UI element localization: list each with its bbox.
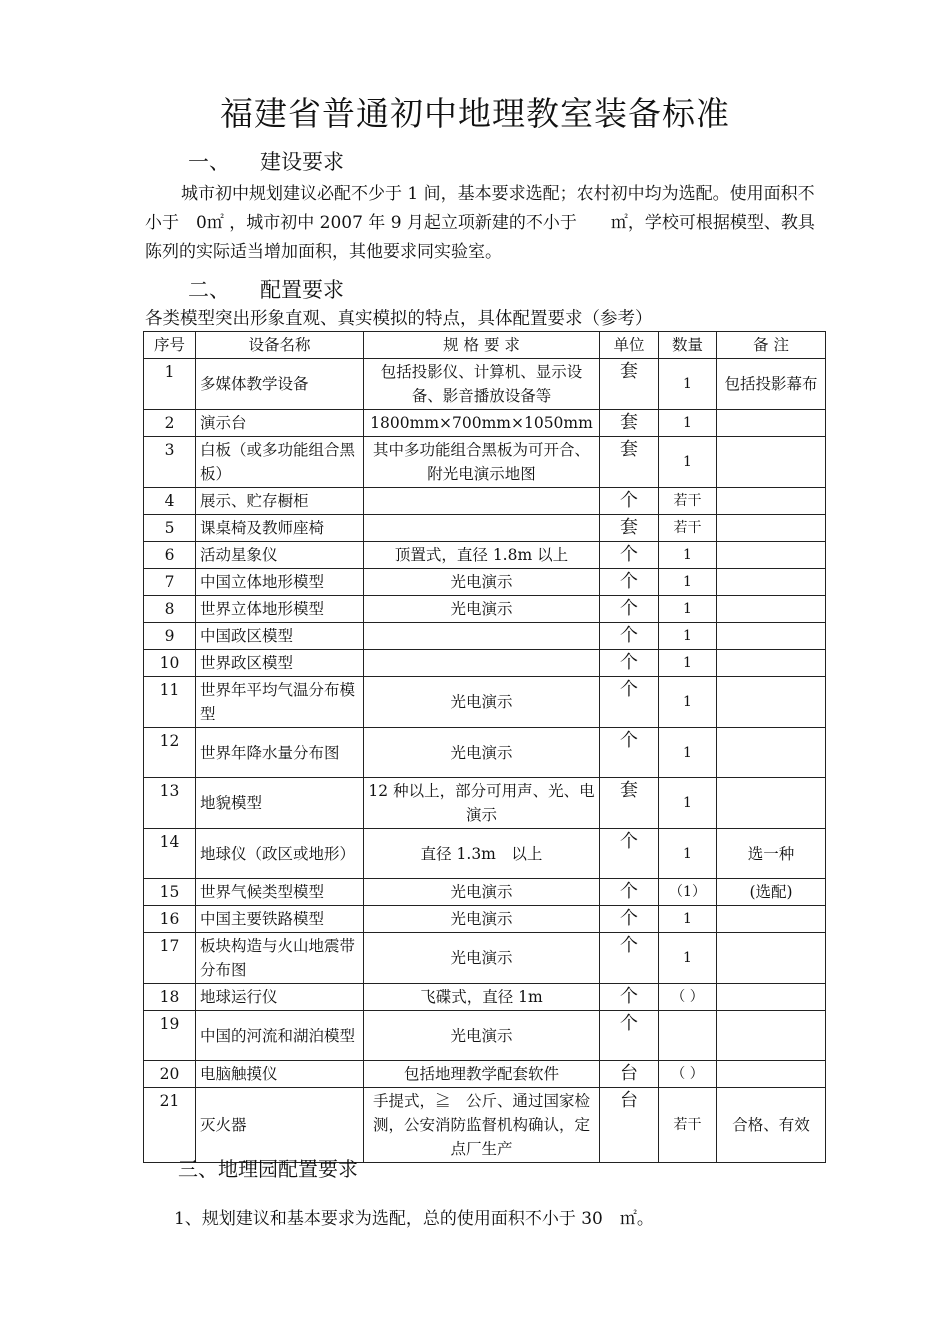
cell-qty: （ ） <box>659 984 717 1011</box>
cell-name: 世界政区模型 <box>196 650 364 677</box>
cell-index: 1 <box>144 359 196 410</box>
cell-note <box>717 542 826 569</box>
cell-unit: 个 <box>600 906 659 933</box>
cell-name: 世界年平均气温分布模型 <box>196 677 364 728</box>
cell-note <box>717 984 826 1011</box>
cell-name: 中国的河流和湖泊模型 <box>196 1011 364 1061</box>
page-title: 福建省普通初中地理教室装备标准 <box>220 94 730 133</box>
cell-spec: 直径 1.3m 以上 <box>364 829 600 879</box>
table-row <box>144 359 826 410</box>
cell-unit: 套 <box>600 437 659 488</box>
cell-qty: 1 <box>659 933 717 984</box>
section-number: 二、 <box>188 278 230 302</box>
header-name: 设备名称 <box>196 332 364 359</box>
header-qty: 数量 <box>659 332 717 359</box>
cell-spec <box>364 488 600 515</box>
cell-index: 15 <box>144 879 196 906</box>
cell-name: 世界年降水量分布图 <box>196 728 364 778</box>
cell-spec <box>364 623 600 650</box>
cell-index: 17 <box>144 933 196 984</box>
cell-qty: 1 <box>659 437 717 488</box>
cell-unit: 个 <box>600 650 659 677</box>
cell-qty: （1） <box>659 879 717 906</box>
table-row <box>144 569 826 596</box>
cell-qty: 1 <box>659 410 717 437</box>
cell-note: 包括投影幕布 <box>717 359 826 410</box>
cell-index: 19 <box>144 1011 196 1061</box>
table-body <box>144 359 826 1163</box>
cell-index: 16 <box>144 906 196 933</box>
cell-spec: 1800mm×700mm×1050mm <box>364 410 600 437</box>
cell-qty: （ ） <box>659 1061 717 1088</box>
table-row <box>144 596 826 623</box>
cell-qty: 1 <box>659 650 717 677</box>
cell-spec: 飞碟式，直径 1m <box>364 984 600 1011</box>
cell-note <box>717 569 826 596</box>
cell-unit: 套 <box>600 410 659 437</box>
cell-unit: 台 <box>600 1088 659 1163</box>
cell-name: 地貌模型 <box>196 778 364 829</box>
table-row <box>144 410 826 437</box>
cell-spec: 顶置式，直径 1.8m 以上 <box>364 542 600 569</box>
cell-qty: 1 <box>659 359 717 410</box>
cell-name: 中国政区模型 <box>196 623 364 650</box>
cell-name: 中国立体地形模型 <box>196 569 364 596</box>
equipment-table <box>143 331 826 1163</box>
cell-spec: 手提式，≧ 公斤、通过国家检测，公安消防监督机构确认，定点厂生产 <box>364 1088 600 1163</box>
cell-unit: 套 <box>600 515 659 542</box>
cell-name: 地球仪（政区或地形） <box>196 829 364 879</box>
table-row <box>144 515 826 542</box>
table-row <box>144 778 826 829</box>
section-title: 建设要求 <box>260 150 344 174</box>
cell-qty: 若干 <box>659 1088 717 1163</box>
cell-index: 21 <box>144 1088 196 1163</box>
cell-unit: 个 <box>600 542 659 569</box>
table-row <box>144 650 826 677</box>
table-header-row <box>144 332 826 359</box>
cell-name: 课桌椅及教师座椅 <box>196 515 364 542</box>
cell-spec <box>364 515 600 542</box>
cell-qty: 1 <box>659 906 717 933</box>
table-row <box>144 677 826 728</box>
cell-unit: 套 <box>600 359 659 410</box>
table-row <box>144 437 826 488</box>
cell-unit: 套 <box>600 778 659 829</box>
cell-note: 合格、有效 <box>717 1088 826 1163</box>
cell-qty: 1 <box>659 728 717 778</box>
cell-spec: 光电演示 <box>364 728 600 778</box>
table-row <box>144 1011 826 1061</box>
cell-index: 12 <box>144 728 196 778</box>
section-heading-3: 三、地理园配置要求 <box>178 1157 358 1181</box>
cell-qty: 若干 <box>659 515 717 542</box>
cell-name: 电脑触摸仪 <box>196 1061 364 1088</box>
cell-index: 18 <box>144 984 196 1011</box>
paragraph-construction: 城市初中规划建议必配不少于 1 间，基本要求选配；农村初中均为选配。使用面积不小于 0㎡ ，城市初中 2007 年 9 月起立项新建的不小于 ㎡，学校可根据模型、教具陈列的实际适当增加面积，其他要求同实验室。 <box>145 184 815 262</box>
table-row <box>144 906 826 933</box>
cell-unit: 个 <box>600 1011 659 1061</box>
cell-note <box>717 515 826 542</box>
cell-unit: 个 <box>600 569 659 596</box>
table-row <box>144 1088 826 1163</box>
cell-unit: 个 <box>600 728 659 778</box>
cell-unit: 台 <box>600 1061 659 1088</box>
header-unit: 单位 <box>600 332 659 359</box>
table-row <box>144 984 826 1011</box>
cell-qty <box>659 1011 717 1061</box>
table-row <box>144 879 826 906</box>
cell-note <box>717 437 826 488</box>
cell-unit: 个 <box>600 879 659 906</box>
cell-note <box>717 1061 826 1088</box>
cell-note <box>717 933 826 984</box>
section-number: 一、 <box>188 150 230 174</box>
cell-unit: 个 <box>600 984 659 1011</box>
cell-qty: 若干 <box>659 488 717 515</box>
cell-index: 4 <box>144 488 196 515</box>
cell-spec: 其中多功能组合黑板为可开合、附光电演示地图 <box>364 437 600 488</box>
cell-note <box>717 488 826 515</box>
cell-note: 选一种 <box>717 829 826 879</box>
cell-index: 14 <box>144 829 196 879</box>
cell-spec: 光电演示 <box>364 596 600 623</box>
table-row <box>144 829 826 879</box>
cell-note <box>717 1011 826 1061</box>
cell-qty: 1 <box>659 623 717 650</box>
cell-unit: 个 <box>600 677 659 728</box>
table-row <box>144 488 826 515</box>
cell-name: 中国主要铁路模型 <box>196 906 364 933</box>
cell-spec: 包括地理教学配套软件 <box>364 1061 600 1088</box>
cell-unit: 个 <box>600 623 659 650</box>
cell-spec: 光电演示 <box>364 906 600 933</box>
cell-index: 7 <box>144 569 196 596</box>
cell-unit: 个 <box>600 829 659 879</box>
cell-index: 5 <box>144 515 196 542</box>
table-row <box>144 542 826 569</box>
cell-note <box>717 623 826 650</box>
cell-index: 3 <box>144 437 196 488</box>
cell-name: 世界立体地形模型 <box>196 596 364 623</box>
cell-qty: 1 <box>659 778 717 829</box>
cell-qty: 1 <box>659 829 717 879</box>
cell-index: 2 <box>144 410 196 437</box>
table-row <box>144 933 826 984</box>
section-heading-1 <box>188 146 344 176</box>
cell-name: 多媒体教学设备 <box>196 359 364 410</box>
cell-note <box>717 906 826 933</box>
cell-note <box>717 728 826 778</box>
cell-note: (选配) <box>717 879 826 906</box>
cell-name: 白板（或多功能组合黑板） <box>196 437 364 488</box>
cell-spec: 光电演示 <box>364 1011 600 1061</box>
cell-name: 地球运行仪 <box>196 984 364 1011</box>
cell-note <box>717 650 826 677</box>
header-index: 序号 <box>144 332 196 359</box>
cell-qty: 1 <box>659 542 717 569</box>
cell-name: 演示台 <box>196 410 364 437</box>
cell-index: 20 <box>144 1061 196 1088</box>
section-heading-2 <box>188 274 344 304</box>
table-row <box>144 1061 826 1088</box>
cell-index: 6 <box>144 542 196 569</box>
cell-index: 13 <box>144 778 196 829</box>
cell-note <box>717 778 826 829</box>
cell-qty: 1 <box>659 596 717 623</box>
cell-unit: 个 <box>600 933 659 984</box>
table-intro: 各类模型突出形象直观、真实模拟的特点，具体配置要求（参考） <box>145 309 653 329</box>
cell-index: 9 <box>144 623 196 650</box>
cell-spec: 光电演示 <box>364 933 600 984</box>
header-spec: 规 格 要 求 <box>364 332 600 359</box>
cell-index: 10 <box>144 650 196 677</box>
cell-unit: 个 <box>600 488 659 515</box>
cell-spec: 光电演示 <box>364 677 600 728</box>
cell-note <box>717 677 826 728</box>
cell-note <box>717 410 826 437</box>
cell-spec: 光电演示 <box>364 569 600 596</box>
cell-qty: 1 <box>659 569 717 596</box>
section-title: 配置要求 <box>260 278 344 302</box>
table-row <box>144 728 826 778</box>
header-note: 备 注 <box>717 332 826 359</box>
cell-index: 11 <box>144 677 196 728</box>
cell-name: 灭火器 <box>196 1088 364 1163</box>
cell-unit: 个 <box>600 596 659 623</box>
cell-name: 展示、贮存橱柜 <box>196 488 364 515</box>
cell-name: 板块构造与火山地震带分布图 <box>196 933 364 984</box>
cell-index: 8 <box>144 596 196 623</box>
paragraph-garden: 1、规划建议和基本要求为选配，总的使用面积不小于 30 ㎡。 <box>174 1209 654 1229</box>
cell-spec <box>364 650 600 677</box>
cell-spec: 光电演示 <box>364 879 600 906</box>
cell-name: 活动星象仪 <box>196 542 364 569</box>
table-row <box>144 623 826 650</box>
cell-name: 世界气候类型模型 <box>196 879 364 906</box>
cell-spec: 12 种以上，部分可用声、光、电演示 <box>364 778 600 829</box>
cell-spec: 包括投影仪、计算机、显示设备、影音播放设备等 <box>364 359 600 410</box>
cell-qty: 1 <box>659 677 717 728</box>
cell-note <box>717 596 826 623</box>
